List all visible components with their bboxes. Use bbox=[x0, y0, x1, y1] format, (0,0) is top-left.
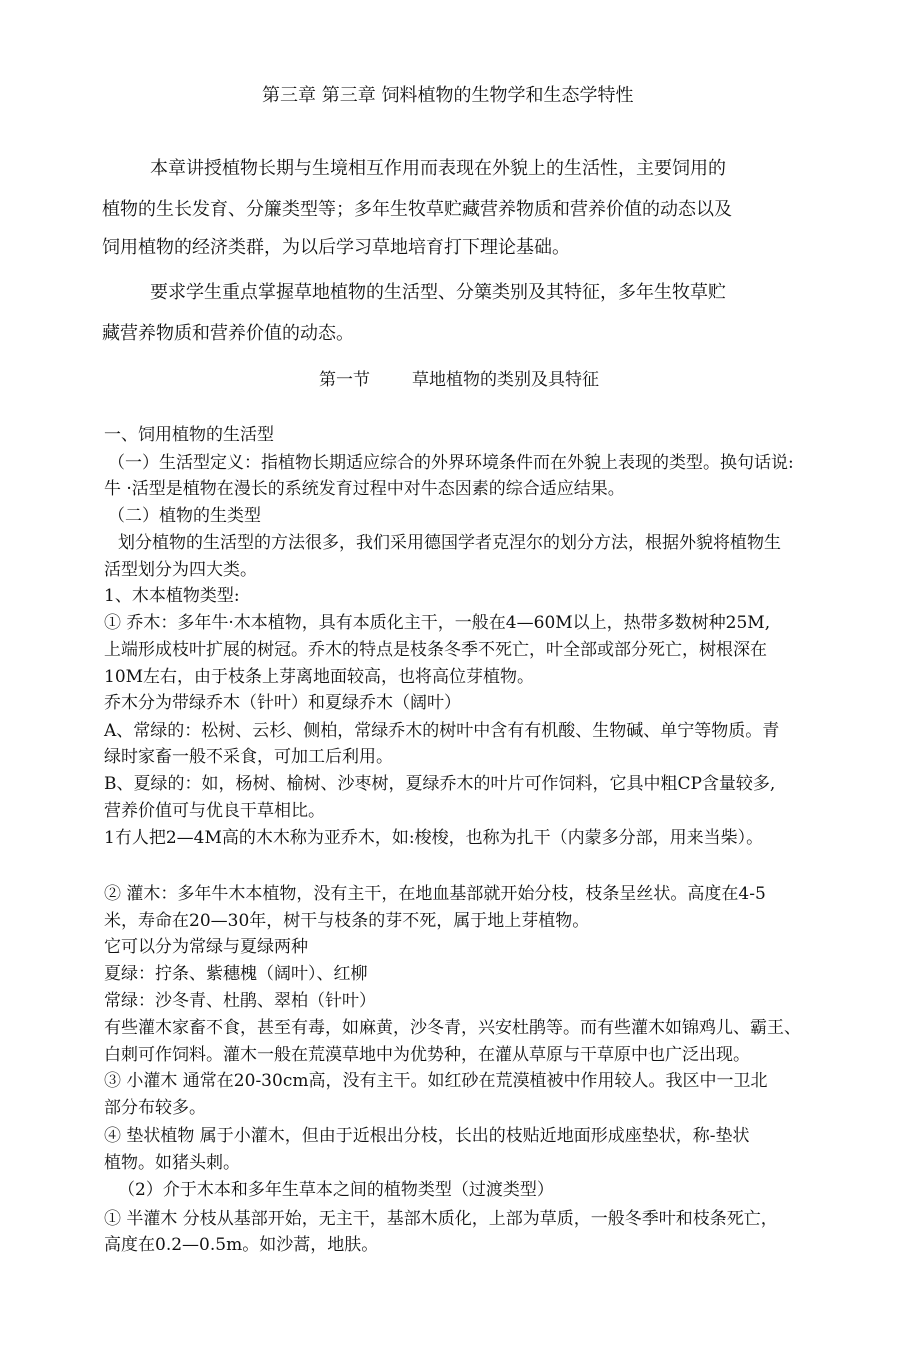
body-line: （2）介于木本和多年生草本之间的植物类型（过渡类型） bbox=[118, 1180, 554, 1200]
body-line: 绿时家畜一般不采食，可加工后利用。 bbox=[104, 747, 393, 767]
body-line: 它可以分为常绿与夏绿两种 bbox=[104, 937, 308, 957]
body-line: 米，寿命在20—30年，树干与枝条的芽不死，属于地上芽植物。 bbox=[104, 911, 590, 931]
body-line: 乔木分为带绿乔木（针叶）和夏绿乔木（阔叶） bbox=[104, 693, 461, 713]
body-line: 10M左右，由于枝条上芽离地面较高，也将高位芽植物。 bbox=[104, 667, 535, 687]
body-line: 一、饲用植物的生活型 bbox=[104, 425, 274, 445]
intro-line: 要求学生重点掌握草地植物的生活型、分篥类别及其特征，多年生牧草贮 bbox=[150, 282, 726, 303]
body-line: 1冇人把2—4M高的木木称为亚乔木，如:梭梭，也称为扎干（内蒙多分部，用来当柴）。 bbox=[104, 828, 764, 848]
body-line: 上端形成枝叶扩展的树冠。乔木的特点是枝条冬季不死亡，叶全部或部分死亡，树根深在 bbox=[104, 640, 767, 660]
intro-line: 饲用植物的经济类群，为以后学习草地培育打下理论基础。 bbox=[102, 237, 570, 258]
body-line: ④ 垫状植物 属于小灌木，但由于近根出分枝，长出的枝贴近地面形成座垫状，称-垫状 bbox=[104, 1126, 750, 1146]
body-line: ① 乔木：多年牛·木本植物，具有本质化主干，一般在4—60M以上，热带多数树种25M, bbox=[104, 613, 771, 633]
body-line: 营养价值可与优良干草相比。 bbox=[104, 801, 325, 821]
body-line: ② 灌木：多年牛木本植物，没有主干，在地血基部就开始分枝，枝条呈丝状。高度在4-5 bbox=[104, 884, 766, 904]
intro-line: 藏营养物质和营养价值的动态。 bbox=[102, 323, 354, 344]
body-line: ③ 小灌木 通常在20-30cm高，没有主干。如红砂在荒漠植被中作用较人。我区中一卫北 bbox=[104, 1071, 768, 1091]
body-line: A、常绿的：松树、云杉、侧柏，常绿乔木的树叶中含有有机酸、生物碱、单宁等物质。青 bbox=[104, 721, 780, 741]
body-line: 活型划分为四大类。 bbox=[104, 560, 257, 580]
intro-line: 本章讲授植物长期与生境相互作用而表现在外貌上的生活性，主要饲用的 bbox=[150, 158, 726, 179]
body-line: 部分布较多。 bbox=[104, 1098, 206, 1118]
body-line: 高度在0.2—0.5m。如沙蒿，地肤。 bbox=[104, 1235, 379, 1255]
body-line: 植物。如猪头刺。 bbox=[104, 1153, 240, 1173]
body-line: 有些灌木家畜不食，甚至有毒，如麻黄，沙冬青，兴安杜鹃等。而有些灌木如锦鸡儿、霸王、 bbox=[104, 1018, 801, 1038]
body-line: （一）生活型定义：指植物长期适应综合的外界环境条件而在外貌上表现的类型。换句话说: bbox=[108, 453, 794, 473]
body-line: B、夏绿的：如，杨树、榆树、沙枣树，夏绿乔木的叶片可作饲料，它具中粗CP含量较多, bbox=[104, 774, 776, 794]
body-line: ① 半灌木 分枝从基部开始，无主干，基部木质化，上部为草质，一般冬季叶和枝条死亡， bbox=[104, 1209, 778, 1229]
intro-line: 植物的生长发育、分簾类型等；多年生牧草贮藏营养物质和营养价值的动态以及 bbox=[102, 199, 732, 220]
body-line: 1、木本植物类型: bbox=[104, 586, 240, 606]
page-title: 第三章 第三章 饲料植物的生物学和生态学特性 bbox=[262, 85, 634, 106]
section-heading-label: 第一节 bbox=[319, 370, 370, 390]
body-line: 牛 ·活型是植物在漫长的系统发育过程中对牛态因素的综合适应结果。 bbox=[104, 479, 625, 499]
body-line: 白刺可作饲料。灌木一般在荒漠草地中为优势种，在灌从草原与干草原中也广泛出现。 bbox=[104, 1045, 750, 1065]
body-line: （二）植物的生类型 bbox=[108, 506, 261, 526]
body-line: 划分植物的生活型的方法很多，我们采用德国学者克涅尔的划分方法，根据外貌将植物生 bbox=[118, 533, 781, 553]
section-heading-name: 草地植物的类别及具特征 bbox=[412, 370, 599, 390]
body-line: 常绿：沙冬青、杜鹃、翠柏（针叶） bbox=[104, 991, 376, 1011]
body-line: 夏绿：拧条、紫穗槐（阔叶）、红柳 bbox=[104, 964, 368, 984]
